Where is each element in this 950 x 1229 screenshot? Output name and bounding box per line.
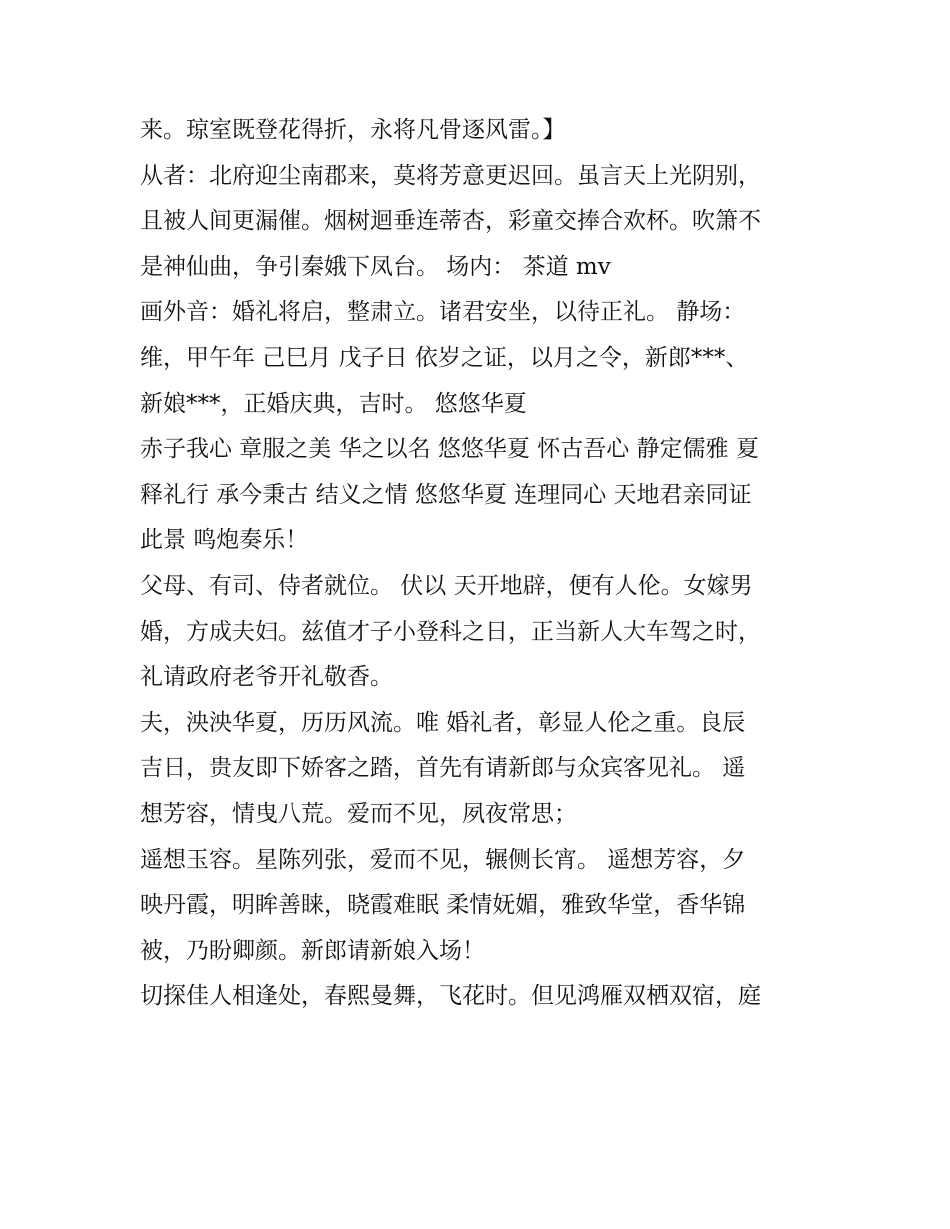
text-line: 是神仙曲，争引秦娥下凤台。 场内： 茶道 mv [140, 253, 611, 280]
text-line: 切探佳人相逢处，春熙曼舞，飞花时。但见鸿雁双栖双宿，庭 [140, 983, 761, 1010]
body-text [140, 108, 830, 1020]
text-line: 此景 鸣炮奏乐！ [140, 527, 309, 554]
text-line: 遥想玉容。星陈列张，爱而不见，辗侧长宵。 遥想芳容，夕 [140, 846, 746, 873]
text-line: 映丹霞，明眸善睐，晓霞难眠 柔情妩媚，雅致华堂，香华锦 [140, 892, 746, 919]
text-line: 释礼行 承今秉古 结义之情 悠悠华夏 连理同心 天地君亲同证 [140, 481, 752, 508]
text-line: 且被人间更漏催。烟树迴垂连蒂杏，彩童交捧合欢杯。吹箫不 [140, 208, 761, 235]
text-line: 吉日，贵友即下娇客之踏，首先有请新郎与众宾客见礼。 遥 [140, 755, 746, 782]
text-line: 父母、有司、侍者就位。 伏以 天开地辟，便有人伦。女嫁男 [140, 572, 753, 599]
text-line: 从者：北府迎尘南郡来，莫将芳意更迟回。虽言天上光阴别， [140, 162, 761, 189]
text-line: 想芳容，情曳八荒。爱而不见，夙夜常思； [140, 800, 577, 827]
text-line: 婚，方成夫妇。兹值才子小登科之日，正当新人大车驾之时， [140, 618, 761, 645]
text-line: 礼请政府老爷开礼敬香。 [140, 664, 393, 691]
text-line: 来。琼室既登花得折，永将凡骨逐风雷。】 [140, 117, 566, 143]
text-line: 赤子我心 章服之美 华之以名 悠悠华夏 怀古吾心 静定儒雅 夏 [140, 436, 759, 463]
text-line: 维，甲午年 己巳月 戊子日 依岁之证，以月之令，新郎***、 [140, 344, 749, 371]
text-line: 被，乃盼卿颜。新郎请新娘入场！ [140, 937, 485, 964]
text-line: 夫，泱泱华夏，历历风流。唯 婚礼者，彰显人伦之重。良辰 [140, 709, 746, 736]
text-line: 画外音：婚礼将启，整肃立。诸君安坐，以待正礼。 静场： [140, 299, 746, 326]
text-line: 新娘***，正婚庆典，吉时。 悠悠华夏 [140, 390, 527, 417]
